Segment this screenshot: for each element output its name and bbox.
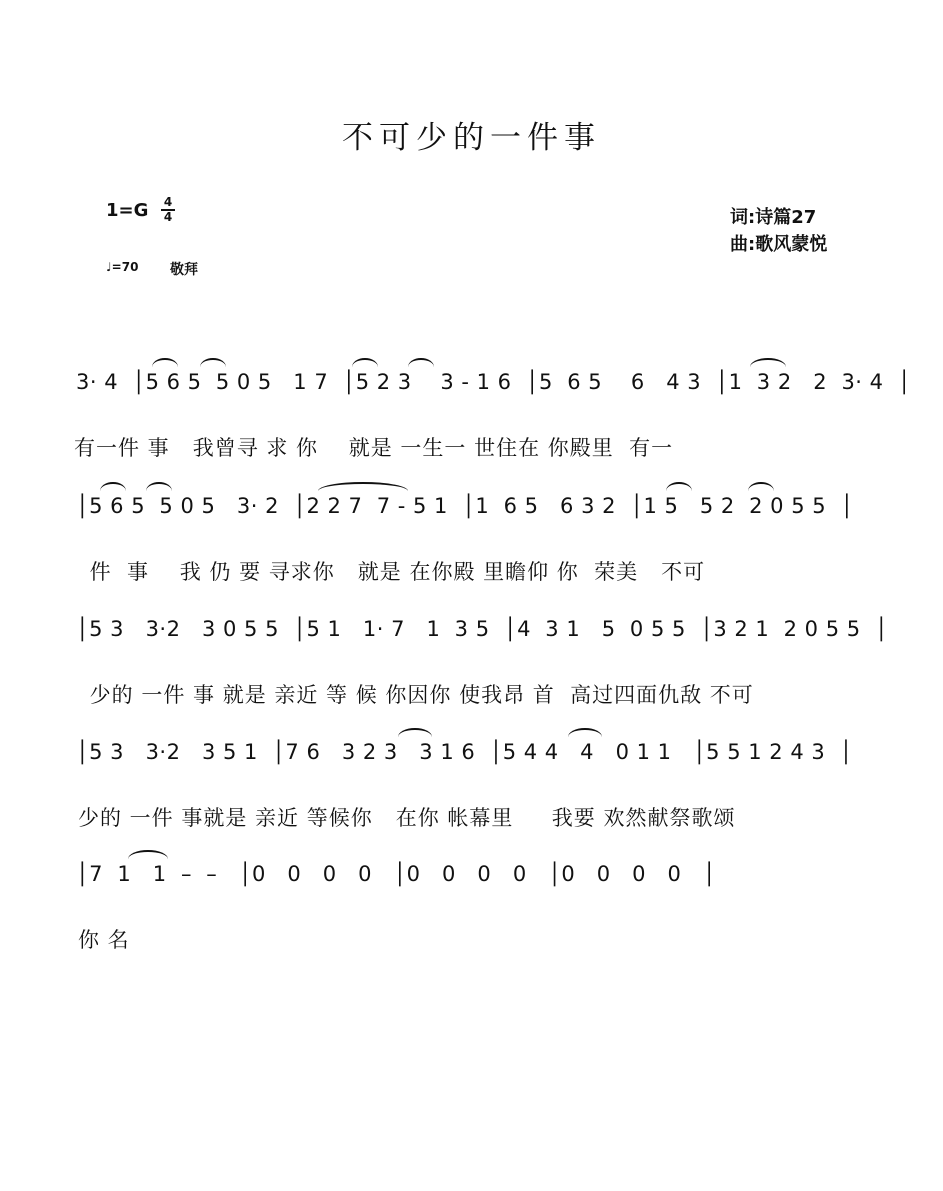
notes-line-1: 3· 4 │5 6 5 5 0 5 1 7 │5 2 3 3 - 1 6 │5 6 5 6 4 3 │1 3 2 2 3· 4 │ (76, 370, 912, 394)
notes-line-4: │5 3 3·2 3 5 1 │7 6 3 2 3 3 1 6 │5 4 4 4 0 1 1 │5 5 1 2 4 3 │ (76, 740, 853, 764)
notes-line-5: │7 1 1 – – │0 0 0 0 │0 0 0 0 │0 0 0 0 │ (76, 862, 717, 886)
time-signature (160, 196, 176, 224)
slur-mark (152, 358, 178, 376)
slur-mark (352, 358, 378, 376)
tempo-mark: ♩=70 (106, 260, 139, 274)
lyrics-line-1: 有一件 事 我曾寻 求 你 就是 一生一 世住在 你殿里 有一 (74, 436, 674, 460)
slur-mark (408, 358, 434, 376)
time-signature-top: 4 (163, 195, 173, 209)
lyricist-credit: 词:诗篇27 (730, 207, 817, 228)
composer-credit: 曲:歌风蒙悦 (730, 234, 828, 255)
lyrics-line-3: 少的 一件 事 就是 亲近 等 候 你因你 使我昂 首 高过四面仇敌 不可 (82, 683, 754, 707)
score-line-5 (0, 862, 943, 962)
time-signature-bottom: 4 (163, 210, 173, 224)
lyrics-line-2: 件 事 我 仍 要 寻求你 就是 在你殿 里瞻仰 你 荣美 不可 (82, 560, 706, 584)
slur-mark (750, 358, 786, 376)
score-line-3 (0, 617, 943, 717)
score-line-1 (0, 370, 943, 470)
lyrics-line-4: 少的 一件 事就是 亲近 等候你 在你 帐幕里 我要 欢然献祭歌颂 (78, 806, 736, 830)
key-signature: 1=G (106, 200, 149, 221)
style-label: 敬拜 (170, 262, 198, 278)
slur-mark (748, 482, 774, 500)
score-line-4 (0, 740, 943, 840)
slur-mark (568, 728, 602, 746)
slur-mark (200, 358, 226, 376)
slur-mark (666, 482, 692, 500)
slur-mark (128, 850, 168, 868)
notes-line-3: │5 3 3·2 3 0 5 5 │5 1 1· 7 1 3 5 │4 3 1 5 0 5 5 │3 2 1 2 0 5 5 │ (76, 617, 889, 641)
song-title: 不可少的一件事 (342, 120, 601, 156)
lyrics-line-5: 你 名 (78, 928, 130, 952)
score-line-2 (0, 494, 943, 594)
slur-mark (100, 482, 126, 500)
slur-mark (318, 482, 408, 500)
slur-mark (398, 728, 432, 746)
notes-line-2: │5 6 5 5 0 5 3· 2 │2 2 7 7 - 5 1 │1 6 5 6 3 2 │1 5 5 2 2 0 5 5 │ (76, 494, 854, 518)
slur-mark (146, 482, 172, 500)
